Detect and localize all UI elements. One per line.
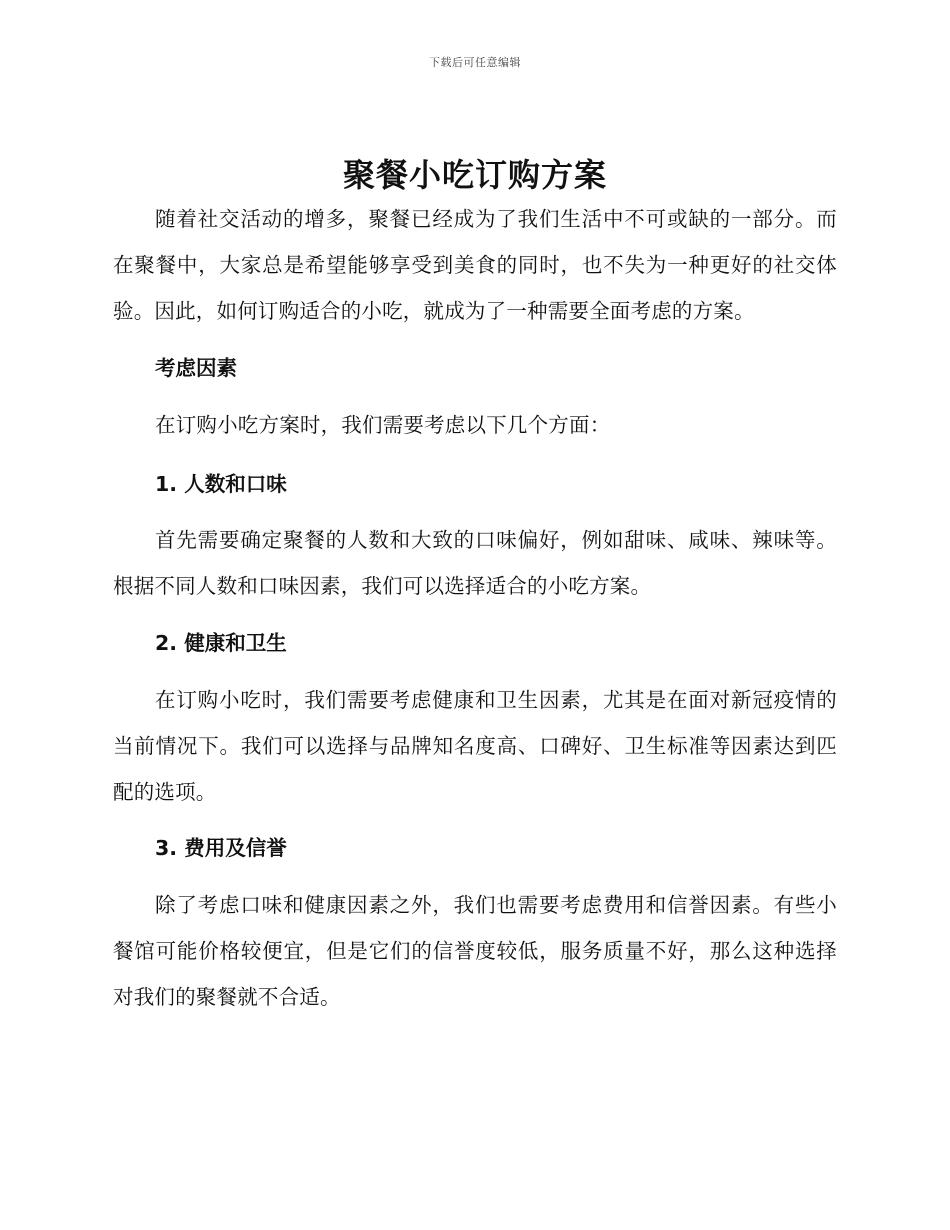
item-body-2: 在订购小吃时，我们需要考虑健康和卫生因素，尤其是在面对新冠疫情的当前情况下。我们可以选择与品牌知名度高、口碑好、卫生标准等因素达到匹配的选项。: [113, 688, 837, 804]
intro-paragraph: 随着社交活动的增多，聚餐已经成为了我们生活中不可或缺的一部分。而在聚餐中，大家总是希望能够享受到美食的同时，也不失为一种更好的社交体验。因此，如何订购适合的小吃，就成为了一种需要全面考虑的方案。: [113, 207, 837, 323]
item-heading-2: 2. 健康和卫生: [155, 631, 287, 655]
item-body-3: 除了考虑口味和健康因素之外，我们也需要考虑费用和信誉因素。有些小餐馆可能价格较便宜，但是它们的信誉度较低，服务质量不好，那么这种选择对我们的聚餐就不合适。: [113, 893, 837, 1009]
item-heading-3: 3. 费用及信誉: [155, 836, 287, 860]
document-title: 聚餐小吃订购方案: [342, 156, 607, 194]
item-body-1: 首先需要确定聚餐的人数和大致的口味偏好，例如甜味、咸味、辣味等。根据不同人数和口味因素，我们可以选择适合的小吃方案。: [113, 528, 837, 598]
header-note: 下载后可任意编辑: [429, 56, 521, 69]
section-heading: 考虑因素: [155, 356, 237, 380]
section-lead-paragraph: 在订购小吃方案时，我们需要考虑以下几个方面：: [155, 413, 611, 437]
item-heading-1: 1. 人数和口味: [155, 472, 287, 496]
